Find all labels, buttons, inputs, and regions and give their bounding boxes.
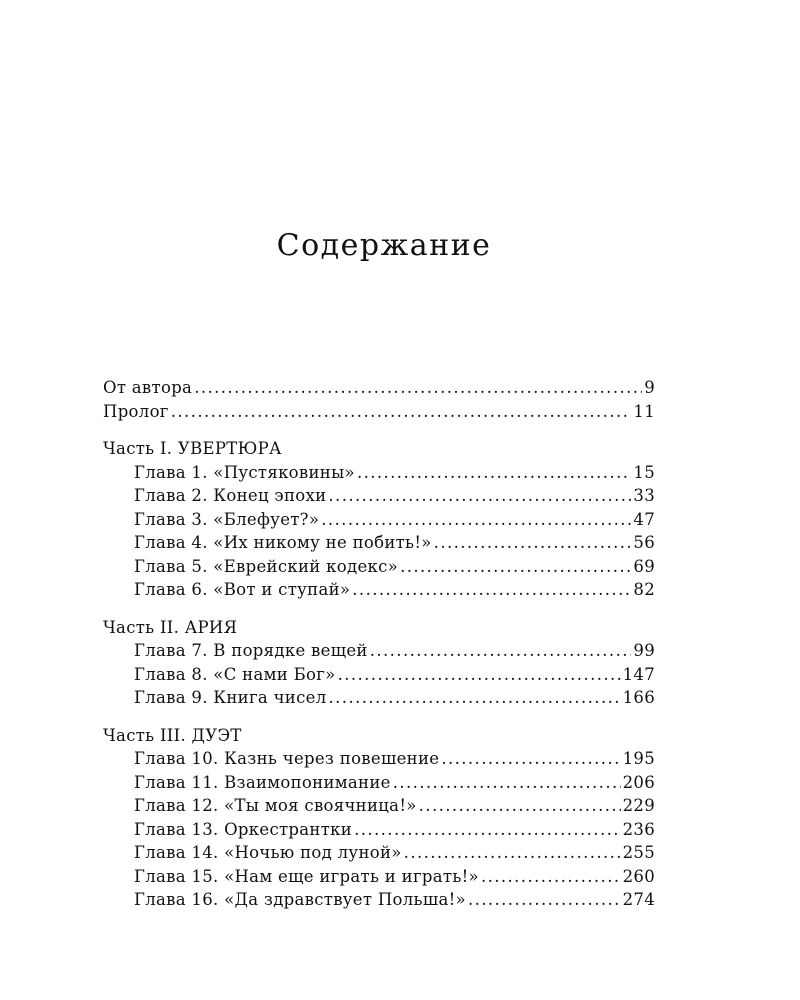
dot-leader bbox=[468, 888, 621, 912]
toc-entry-label: Глава 13. Оркестрантки bbox=[134, 819, 353, 839]
toc-entry-chapter bbox=[103, 578, 655, 602]
toc-entry-chapter bbox=[103, 555, 655, 579]
toc-page-number: 69 bbox=[633, 556, 655, 576]
dot-leader bbox=[404, 841, 621, 865]
toc-entry-chapter bbox=[103, 771, 655, 795]
toc-page-number: 195 bbox=[622, 749, 655, 768]
dot-leader bbox=[393, 771, 621, 795]
toc-page-number: 147 bbox=[622, 664, 655, 684]
toc-page-number: 166 bbox=[622, 688, 655, 707]
toc-entry-chapter bbox=[103, 663, 655, 687]
toc-entry-chapter bbox=[103, 841, 655, 865]
toc-entry-label: Глава 5. «Еврейский кодекс» bbox=[134, 556, 399, 576]
toc-entry-label: Глава 6. «Вот и ступай» bbox=[134, 580, 351, 599]
toc-page-number: 56 bbox=[633, 533, 655, 552]
toc-page-number: 9 bbox=[644, 378, 655, 397]
toc-entry-chapter bbox=[103, 747, 655, 771]
part-heading-3: Часть III. ДУЭТ bbox=[103, 725, 242, 745]
dot-leader bbox=[481, 865, 621, 889]
toc-page-number: 11 bbox=[633, 401, 655, 421]
toc-entry-label: Глава 2. Конец эпохи bbox=[134, 486, 327, 505]
toc-entry-prologue bbox=[103, 400, 655, 424]
toc-entry-label: Глава 7. В порядке вещей bbox=[134, 641, 368, 660]
toc-entry-chapter bbox=[103, 531, 655, 555]
dot-leader bbox=[357, 461, 631, 485]
dot-leader bbox=[352, 578, 631, 602]
toc-entry-chapter bbox=[103, 639, 655, 663]
toc-entry-label: От автора bbox=[103, 378, 193, 397]
toc-entry-chapter bbox=[103, 686, 655, 710]
toc-entry-label: Глава 8. «С нами Бог» bbox=[134, 664, 336, 684]
toc-entry-label: Глава 3. «Блефует?» bbox=[134, 509, 320, 529]
toc-page-number: 82 bbox=[633, 580, 655, 599]
dot-leader bbox=[354, 818, 621, 842]
toc-entry-chapter bbox=[103, 461, 655, 485]
toc-entry-chapter bbox=[103, 484, 655, 508]
toc-entry-label: Глава 4. «Их никому не побить!» bbox=[134, 533, 432, 552]
toc-page-number: 33 bbox=[633, 486, 655, 505]
toc-entry-label: Глава 1. «Пустяковины» bbox=[134, 462, 355, 482]
part-heading-2: Часть II. АРИЯ bbox=[103, 617, 238, 637]
toc-page-number: 260 bbox=[622, 866, 655, 886]
toc-entry-from-author bbox=[103, 376, 655, 400]
toc-page-number: 99 bbox=[633, 641, 655, 660]
toc-entry-label: Глава 11. Взаимопонимание bbox=[134, 772, 391, 792]
toc-entry-label: Глава 10. Казнь через повешение bbox=[134, 749, 440, 768]
dot-leader bbox=[194, 376, 642, 400]
toc-entry-chapter bbox=[103, 818, 655, 842]
dot-leader bbox=[338, 663, 621, 687]
toc-page-number: 274 bbox=[622, 890, 655, 909]
dot-leader bbox=[400, 555, 631, 579]
toc-page-number: 47 bbox=[633, 509, 655, 529]
toc-entry-label: Глава 15. «Нам еще играть и играть!» bbox=[134, 866, 479, 886]
toc-entry-label: Глава 14. «Ночью под луной» bbox=[134, 843, 402, 862]
table-of-contents bbox=[103, 376, 655, 912]
dot-leader bbox=[434, 531, 632, 555]
dot-leader bbox=[329, 686, 621, 710]
toc-entry-chapter bbox=[103, 888, 655, 912]
toc-page-number: 236 bbox=[622, 819, 655, 839]
toc-entry-label: Глава 12. «Ты моя своячница!» bbox=[134, 796, 417, 815]
dot-leader bbox=[321, 508, 631, 532]
page-title: Содержание bbox=[276, 228, 492, 263]
toc-page-number: 255 bbox=[622, 843, 655, 862]
toc-page-number: 229 bbox=[622, 796, 655, 815]
dot-leader bbox=[370, 639, 632, 663]
toc-entry-chapter bbox=[103, 794, 655, 818]
dot-leader bbox=[171, 400, 632, 424]
toc-entry-label: Пролог bbox=[103, 401, 169, 421]
toc-page-number: 15 bbox=[633, 462, 655, 482]
toc-page-number: 206 bbox=[622, 772, 655, 792]
dot-leader bbox=[441, 747, 620, 771]
toc-entry-chapter bbox=[103, 508, 655, 532]
toc-entry-label: Глава 9. Книга чисел bbox=[134, 688, 327, 707]
toc-entry-label: Глава 16. «Да здравствует Польша!» bbox=[134, 890, 466, 909]
dot-leader bbox=[328, 484, 631, 508]
part-heading-1: Часть I. УВЕРТЮРА bbox=[103, 439, 282, 458]
toc-entry-chapter bbox=[103, 865, 655, 889]
dot-leader bbox=[419, 794, 621, 818]
